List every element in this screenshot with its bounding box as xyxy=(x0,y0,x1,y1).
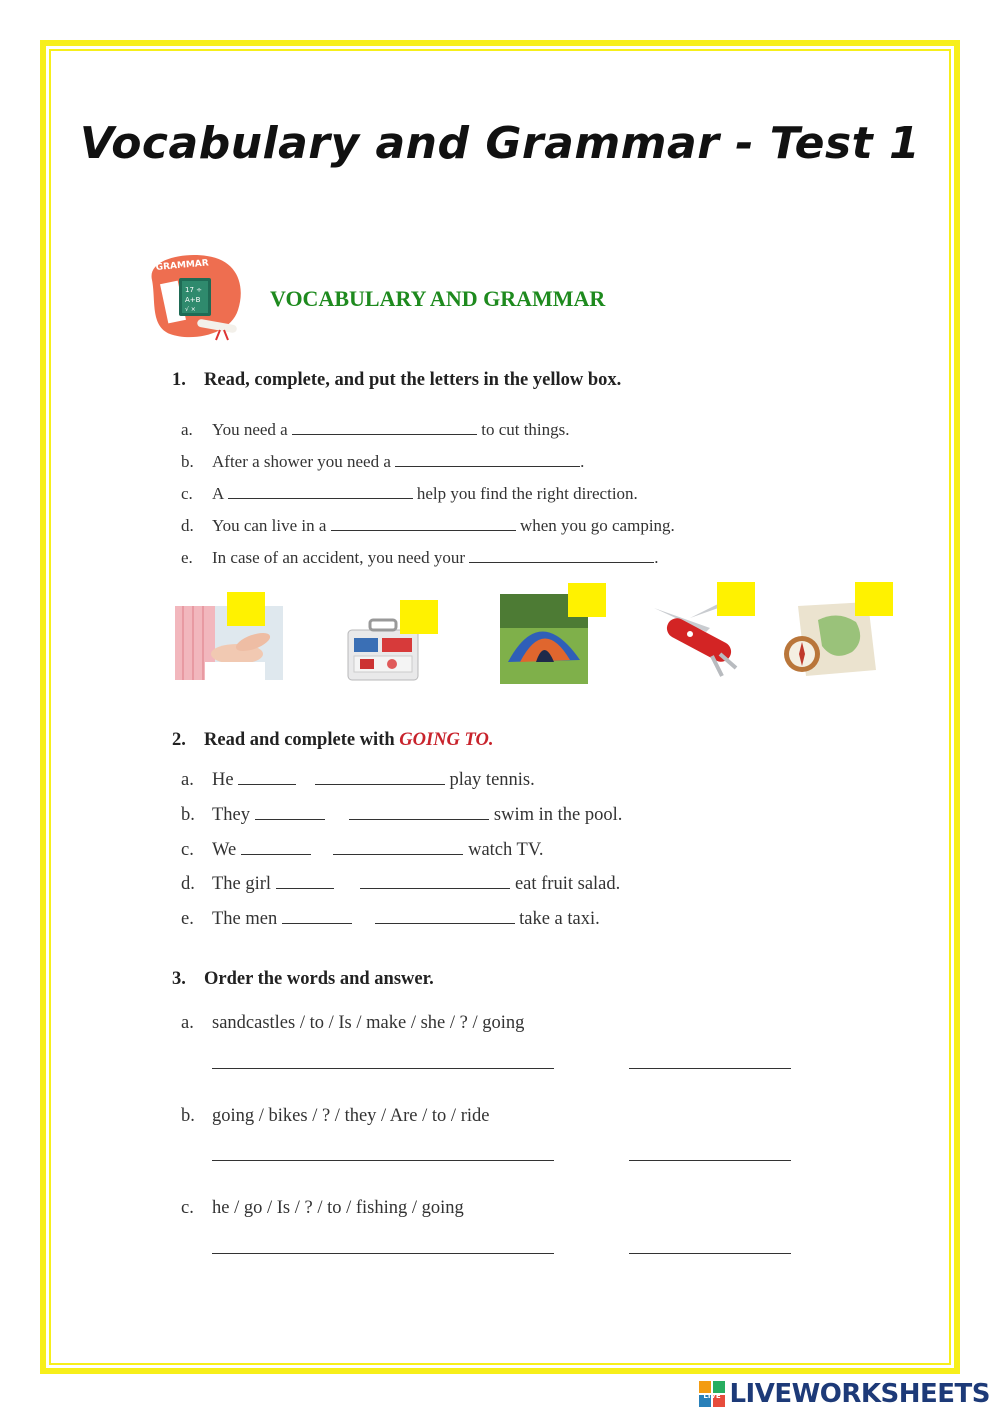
question-3-text: Order the words and answer. xyxy=(204,969,434,989)
item-subject: The men xyxy=(212,909,278,929)
going-to-emphasis: GOING TO. xyxy=(399,730,494,750)
grammar-badge-label: GRAMMAR xyxy=(155,258,210,273)
answer-blank[interactable] xyxy=(469,548,654,563)
item-text-after: when you go camping. xyxy=(519,516,675,535)
q2-item-d xyxy=(181,874,620,895)
q1-item-e xyxy=(181,548,659,568)
q3-item-a xyxy=(181,1013,524,1034)
item-letter: d. xyxy=(181,516,194,535)
answer-blank-be[interactable] xyxy=(276,874,334,889)
item-rest: play tennis. xyxy=(449,770,535,790)
svg-text:A+B: A+B xyxy=(185,296,201,304)
q2-item-a xyxy=(181,770,535,791)
item-rest: swim in the pool. xyxy=(493,805,623,825)
q3-b-answer-line[interactable] xyxy=(629,1160,791,1161)
answer-blank-be[interactable] xyxy=(241,840,311,855)
question-2-heading xyxy=(172,730,494,751)
q1-item-d xyxy=(181,516,675,536)
item-text-after: . xyxy=(580,452,585,471)
item-subject: He xyxy=(212,770,234,790)
item-letter: a. xyxy=(181,1013,194,1033)
item-subject: The girl xyxy=(212,874,272,894)
answer-blank[interactable] xyxy=(331,516,516,531)
q1-item-b xyxy=(181,452,584,472)
q3-item-c xyxy=(181,1198,464,1219)
page-title: Vocabulary and Grammar - Test 1 xyxy=(79,118,921,169)
answer-box-5[interactable] xyxy=(855,582,893,616)
item-text-before: After a shower you need a xyxy=(212,452,391,471)
item-words: sandcastles / to / Is / make / she / ? / going xyxy=(212,1013,525,1033)
answer-box-3[interactable] xyxy=(568,583,606,617)
item-rest: eat fruit salad. xyxy=(514,874,621,894)
answer-blank-be[interactable] xyxy=(255,805,325,820)
item-letter: a. xyxy=(181,420,193,439)
q1-item-c xyxy=(181,484,638,504)
logo-letters: LIVE xyxy=(703,1392,722,1400)
item-text-before: You can live in a xyxy=(212,516,327,535)
watermark-text: LIVEWORKSHEETS xyxy=(729,1379,990,1409)
item-letter: b. xyxy=(181,805,195,825)
answer-blank[interactable] xyxy=(292,420,477,435)
item-letter: e. xyxy=(181,909,194,929)
item-letter: b. xyxy=(181,452,194,471)
item-text-after: to cut things. xyxy=(481,420,570,439)
page-border-inner xyxy=(49,49,951,1365)
item-letter: c. xyxy=(181,840,194,860)
svg-text:√ ×: √ × xyxy=(185,306,196,313)
question-1-number: 1. xyxy=(172,370,186,390)
liveworksheets-logo-icon xyxy=(699,1381,725,1407)
q3-item-b xyxy=(181,1106,489,1127)
answer-blank-be[interactable] xyxy=(282,909,352,924)
answer-blank-going-to[interactable] xyxy=(349,805,489,820)
item-text-before: You need a xyxy=(212,420,288,439)
section-heading: VOCABULARY AND GRAMMAR xyxy=(270,286,606,311)
answer-box-1[interactable] xyxy=(227,592,265,626)
item-letter: c. xyxy=(181,484,193,503)
answer-blank-going-to[interactable] xyxy=(360,874,510,889)
q3-c-question-line[interactable] xyxy=(212,1253,554,1254)
svg-text:17 ÷: 17 ÷ xyxy=(185,286,202,294)
question-2-number: 2. xyxy=(172,730,186,750)
item-letter: b. xyxy=(181,1106,195,1126)
q3-a-question-line[interactable] xyxy=(212,1068,554,1069)
grammar-badge-icon xyxy=(142,250,247,345)
answer-blank[interactable] xyxy=(228,484,413,499)
answer-blank-going-to[interactable] xyxy=(375,909,515,924)
answer-box-4[interactable] xyxy=(717,582,755,616)
answer-blank-going-to[interactable] xyxy=(315,770,445,785)
item-subject: We xyxy=(212,840,237,860)
question-1-text: Read, complete, and put the letters in the yellow box. xyxy=(204,370,622,390)
item-text-after: help you find the right direction. xyxy=(416,484,638,503)
q2-item-b xyxy=(181,805,622,826)
q3-b-question-line[interactable] xyxy=(212,1160,554,1161)
item-letter: e. xyxy=(181,548,193,567)
q2-item-c xyxy=(181,840,543,861)
item-rest: watch TV. xyxy=(468,840,544,860)
question-3-number: 3. xyxy=(172,969,186,989)
question-1-heading xyxy=(172,370,621,391)
q1-item-a xyxy=(181,420,570,440)
question-2-text: Read and complete with xyxy=(204,730,395,750)
item-text-before: A xyxy=(212,484,224,503)
item-text-before: In case of an accident, you need your xyxy=(212,548,465,567)
item-letter: c. xyxy=(181,1198,194,1218)
answer-blank-be[interactable] xyxy=(238,770,296,785)
question-3-heading xyxy=(172,969,434,990)
item-words: going / bikes / ? / they / Are / to / ride xyxy=(212,1106,490,1126)
item-rest: take a taxi. xyxy=(519,909,600,929)
answer-blank[interactable] xyxy=(395,452,580,467)
answer-blank-going-to[interactable] xyxy=(333,840,463,855)
q3-a-answer-line[interactable] xyxy=(629,1068,791,1069)
q2-item-e xyxy=(181,909,600,930)
answer-box-2[interactable] xyxy=(400,600,438,634)
item-subject: They xyxy=(212,805,251,825)
item-words: he / go / Is / ? / to / fishing / going xyxy=(212,1198,464,1218)
q3-c-answer-line[interactable] xyxy=(629,1253,791,1254)
item-letter: a. xyxy=(181,770,194,790)
item-text-after: . xyxy=(654,548,659,567)
liveworksheets-watermark xyxy=(699,1378,990,1410)
item-letter: d. xyxy=(181,874,195,894)
